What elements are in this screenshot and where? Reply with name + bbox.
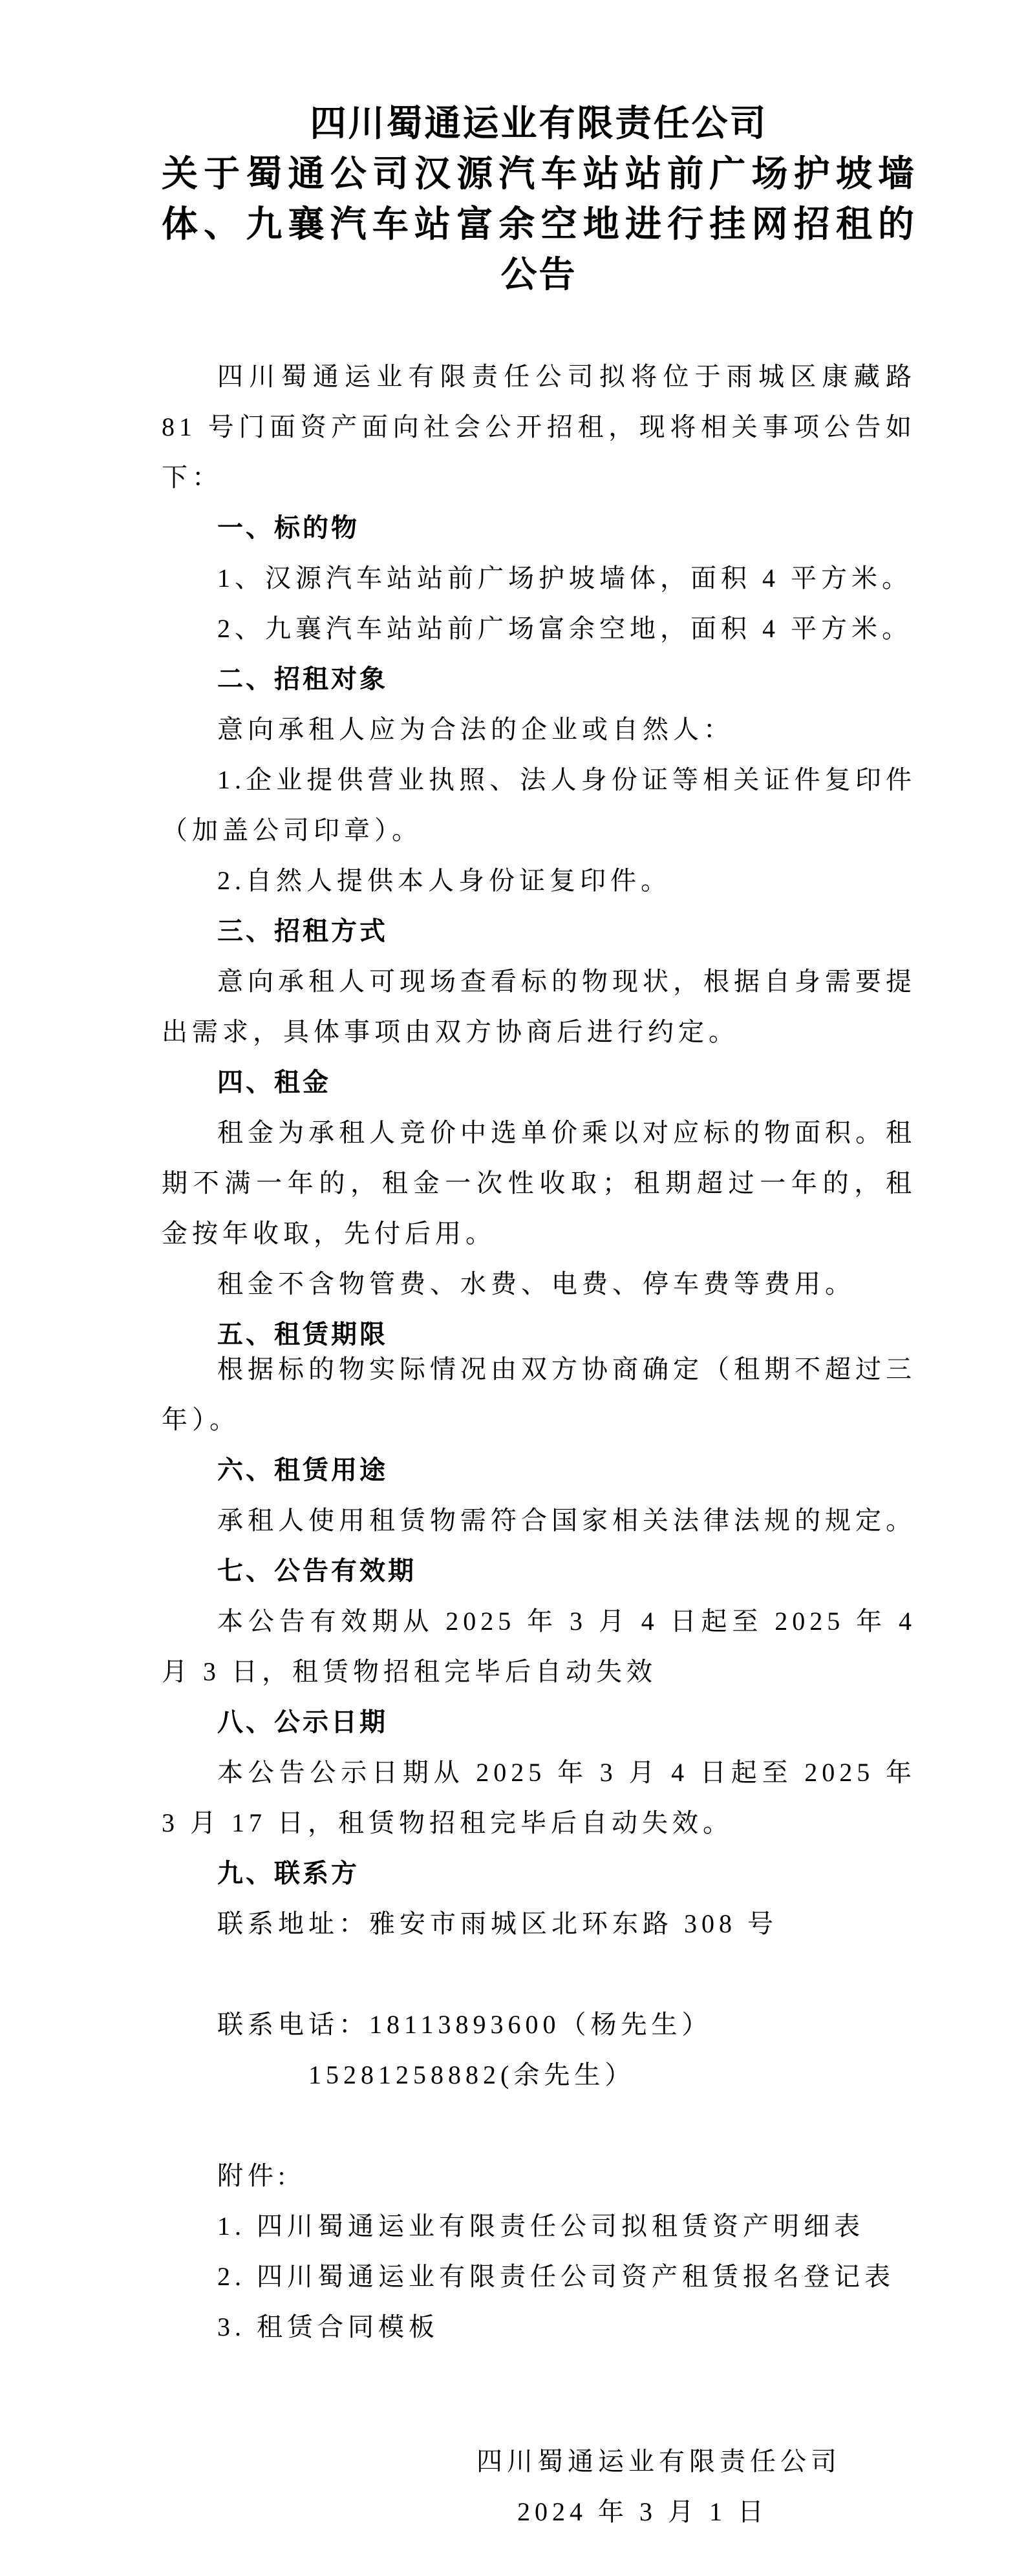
section-4-paragraph-2: 租金不含物管费、水费、电费、停车费等费用。 bbox=[217, 1269, 855, 1298]
section-heading-1: 一、标的物 bbox=[217, 514, 359, 542]
section-1-item-2: 2、九襄汽车站站前广场富余空地，面积 4 平方米。 bbox=[217, 614, 912, 643]
title-line-1: 四川蜀通运业有限责任公司 bbox=[310, 103, 768, 143]
signature-block bbox=[162, 2436, 916, 2537]
section-6-paragraph-1: 承租人使用租赁物需符合国家相关法律法规的规定。 bbox=[217, 1506, 916, 1535]
section-2-paragraph-2: 1.企业提供营业执照、法人身份证等相关证件复印件（加盖公司印章）。 bbox=[162, 765, 916, 845]
section-5-paragraph-1: 根据标的物实际情况由双方协商确定（租期不超过三年）。 bbox=[162, 1355, 916, 1434]
section-8-paragraph-1: 本公告公示日期从 2025 年 3 月 4 日起至 2025 年 3 月 17 日，租赁物招租完毕后自动失效。 bbox=[162, 1758, 916, 1837]
section-7-paragraph-1: 本公告有效期从 2025 年 3 月 4 日起至 2025 年 4 月 3 日，租赁物招租完毕后自动失效 bbox=[162, 1607, 916, 1686]
section-4-paragraph-1: 租金为承租人竞价中选单价乘以对应标的物面积。租期不满一年的，租金一次性收取；租期超过一年的，租金按年收取，先付后用。 bbox=[162, 1118, 916, 1248]
section-heading-8: 八、公示日期 bbox=[217, 1708, 388, 1737]
document-body bbox=[162, 352, 916, 2537]
section-heading-9: 九、联系方 bbox=[217, 1859, 359, 1888]
section-heading-3: 三、招租方式 bbox=[217, 917, 388, 945]
section-heading-6: 六、租赁用途 bbox=[217, 1456, 388, 1484]
document-title bbox=[162, 98, 916, 300]
intro-paragraph: 四川蜀通运业有限责任公司拟将位于雨城区康藏路 81 号门面资产面向社会公开招租，现将相关事项公告如下： bbox=[162, 362, 916, 492]
contact-address: 联系地址：雅安市雨城区北环东路 308 号 bbox=[217, 1909, 778, 1938]
section-1-item-1: 1、汉源汽车站站前广场护坡墙体，面积 4 平方米。 bbox=[217, 564, 912, 593]
section-heading-2: 二、招租对象 bbox=[217, 665, 388, 693]
attachment-item-1: 1. 四川蜀通运业有限责任公司拟租赁资产明细表 bbox=[217, 2212, 864, 2241]
blank-line bbox=[162, 2100, 916, 2151]
signature-company: 四川蜀通运业有限责任公司 bbox=[476, 2447, 841, 2476]
section-2-paragraph-1: 意向承租人应为合法的企业或自然人： bbox=[217, 715, 734, 744]
attachments-label: 附件: bbox=[217, 2161, 290, 2190]
signature-date: 2024 年 3 月 1 日 bbox=[517, 2497, 768, 2526]
attachment-item-2: 2. 四川蜀通运业有限责任公司资产租赁报名登记表 bbox=[217, 2262, 895, 2291]
contact-phone-1: 联系电话：18113893600（杨先生） bbox=[217, 2010, 712, 2039]
contact-phone-2: 15281258882(余先生） bbox=[308, 2060, 636, 2089]
section-heading-7: 七、公告有效期 bbox=[217, 1557, 416, 1585]
section-2-paragraph-3: 2.自然人提供本人身份证复印件。 bbox=[217, 866, 671, 895]
section-heading-4: 四、租金 bbox=[217, 1068, 331, 1097]
title-line-4: 公告 bbox=[500, 254, 577, 295]
title-line-2: 关于蜀通公司汉源汽车站站前广场护坡墙 bbox=[162, 153, 916, 194]
blank-line bbox=[162, 1949, 916, 2000]
attachment-item-3: 3. 租赁合同模板 bbox=[217, 2312, 439, 2341]
section-heading-5: 五、租赁期限 bbox=[217, 1320, 388, 1349]
title-line-3: 体、九襄汽车站富余空地进行挂网招租的 bbox=[162, 204, 916, 244]
section-3-paragraph-1: 意向承租人可现场查看标的物现状，根据自身需要提出需求，具体事项由双方协商后进行约定。 bbox=[162, 967, 916, 1046]
